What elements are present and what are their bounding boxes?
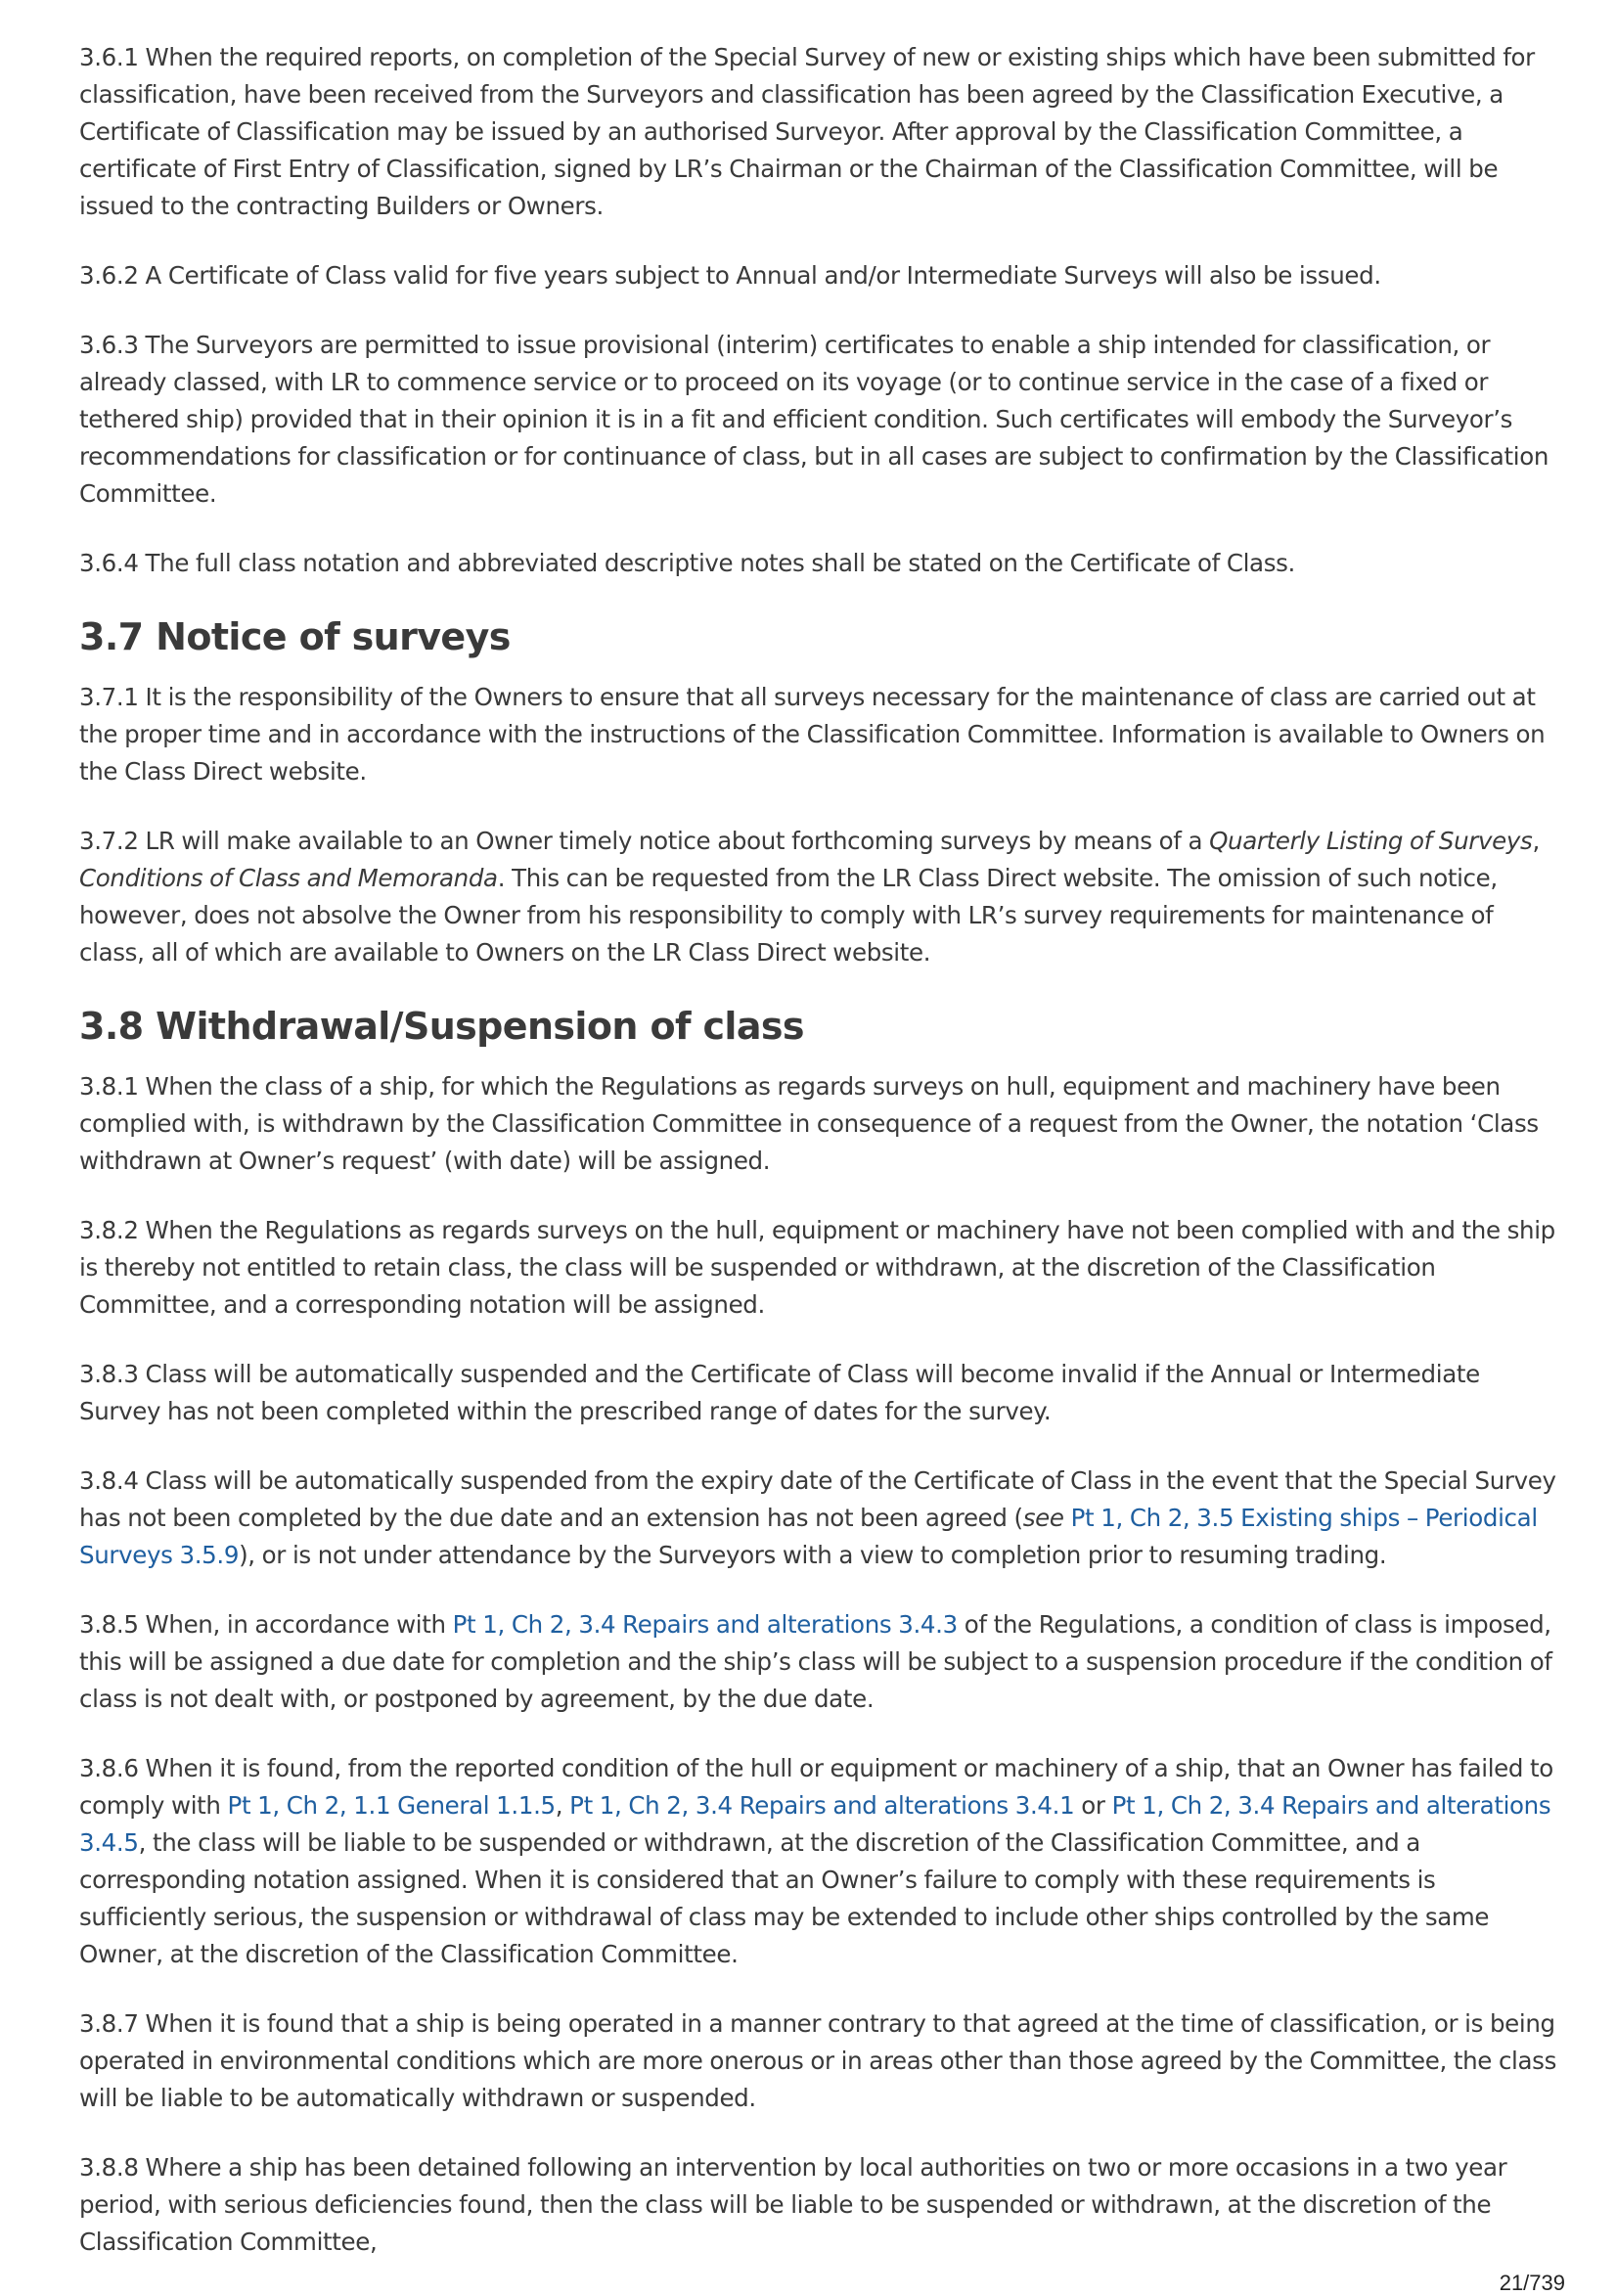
paragraph-3-6-3: 3.6.3 The Surveyors are permitted to issue provisional (interim) certificates to enable a ship intended for classification, or already classed, with LR to commence service or to proceed on its voyage (or to continue service in the case of a fixed or tethered ship) provided that in their opinion it is in a fit and efficient condition. Such certificates will embody the Surveyor’s recommendations for classification or for continuance of class, but in all cases are subject to confirmation by the Classification Committee.: [79, 331, 1549, 508]
paragraph-3-8-7: 3.8.7 When it is found that a ship is being operated in a manner contrary to that agreed at the time of classification, or is being operated in environmental conditions which are more onerous or in areas other than those agreed by the Committee, the class will be liable to be automatically withdrawn or suspended.: [79, 2009, 1557, 2112]
document-body: [79, 39, 1556, 2293]
section-heading-3-7: 3.7 Notice of surveys: [79, 615, 511, 658]
paragraph-text: 3.8.4 Class will be automatically suspended from the expiry date of the Certificate of Class in the event that the Special Survey has not been completed by the due date and an extension has not been agreed (: [79, 1466, 1556, 1532]
italic-see: see: [1022, 1504, 1064, 1532]
separator-text: ,: [555, 1791, 570, 1820]
paragraph-3-8-8: 3.8.8 Where a ship has been detained following an intervention by local authorities on two or more occasions in a two year period, with serious deficiencies found, then the class will be liable to be suspended or withdrawn, at the discretion of the Classification Committee,: [79, 2153, 1507, 2256]
paragraph-3-7-1: 3.7.1 It is the responsibility of the Owners to ensure that all surveys necessary for the maintenance of class are carried out at the proper time and in accordance with the instructions of the Classification Committee. Information is available to Owners on the Class Direct website.: [79, 683, 1546, 786]
separator-text: [1064, 1504, 1071, 1532]
page-number: 21/739: [1499, 2271, 1565, 2295]
paragraph-3-6-1: 3.6.1 When the required reports, on completion of the Special Survey of new or existing ships which have been submitted for classification, have been received from the Surveyors and classification has been agreed by the Classification Executive, a Certificate of Classification may be issued by an authorised Surveyor. After approval by the Classification Committee, a certificate of First Entry of Classification, signed by LR’s Chairman or the Chairman of the Classification Committee, will be issued to the contracting Builders or Owners.: [79, 43, 1535, 220]
paragraph-3-8-6: [79, 1750, 1556, 1973]
separator-text: or: [1074, 1791, 1112, 1820]
paragraph-3-7-2: [79, 823, 1556, 971]
paragraph-3-8-2: 3.8.2 When the Regulations as regards surveys on the hull, equipment or machinery have not been complied with and the ship is thereby not entitled to retain class, the class will be suspended or withdrawn, at the discretion of the Classification Committee, and a corresponding notation will be assigned.: [79, 1216, 1555, 1319]
paragraph-3-8-3: 3.8.3 Class will be automatically suspended and the Certificate of Class will become invalid if the Annual or Intermediate Survey has not been completed within the prescribed range of dates for the survey.: [79, 1360, 1480, 1425]
paragraph-text: 3.8.5 When, in accordance with: [79, 1610, 453, 1639]
link-pt1-ch2-3-4-1[interactable]: Pt 1, Ch 2, 3.4 Repairs and alterations 3.4.1: [569, 1791, 1075, 1820]
paragraph-3-6-4: 3.6.4 The full class notation and abbreviated descriptive notes shall be stated on the Certificate of Class.: [79, 549, 1295, 577]
paragraph-text: , the class will be liable to be suspended or withdrawn, at the discretion of the Classification Committee, and a corresponding notation assigned. When it is considered that an Owner’s failure to comply with these requirements is sufficiently serious, the suspension or withdrawal of class may be extended to include other ships controlled by the same Owner, at the discretion of the Classification Committee.: [79, 1828, 1490, 1968]
link-pt1-ch2-1-1-5[interactable]: Pt 1, Ch 2, 1.1 General 1.1.5: [227, 1791, 556, 1820]
section-heading-3-8: 3.8 Withdrawal/Suspension of class: [79, 1005, 804, 1048]
separator-text: ,: [1532, 827, 1540, 855]
paragraph-3-8-1: 3.8.1 When the class of a ship, for which the Regulations as regards surveys on hull, equipment and machinery have been complied with, is withdrawn by the Classification Committee in consequence of a request from the Owner, the notation ‘Class withdrawn at Owner’s request’ (with date) will be assigned.: [79, 1072, 1539, 1175]
paragraph-3-8-4: [79, 1463, 1556, 1574]
paragraph-text: . This can be requested from the LR Class Direct website. The omission of such notice, however, does not absolve the Owner from his responsibility to comply with LR’s survey requirements for maintenance of class, all of which are available to Owners on the LR Class Direct website.: [79, 864, 1498, 967]
paragraph-3-6-2: 3.6.2 A Certificate of Class valid for five years subject to Annual and/or Intermediate Surveys will also be issued.: [79, 261, 1381, 290]
paragraph-text: 3.8.6 When it is found, from the reported condition of the hull or equipment or machinery of a ship, that an Owner has failed to comply with: [79, 1754, 1553, 1820]
paragraph-3-8-5: [79, 1606, 1556, 1718]
link-pt1-ch2-3-4-5[interactable]: Pt 1, Ch 2, 3.4 Repairs and alterations 3.4.5: [79, 1791, 1551, 1857]
link-pt1-ch2-3-5-9[interactable]: Pt 1, Ch 2, 3.5 Existing ships – Periodical Surveys 3.5.9: [79, 1504, 1538, 1569]
link-pt1-ch2-3-4-3[interactable]: Pt 1, Ch 2, 3.4 Repairs and alterations 3.4.3: [452, 1610, 958, 1639]
paragraph-text: of the Regulations, a condition of class is imposed, this will be assigned a due date for completion and the ship’s class will be subject to a suspension procedure if the condition of class is not dealt with, or postponed by agreement, by the due date.: [79, 1610, 1552, 1713]
paragraph-text: 3.7.2 LR will make available to an Owner timely notice about forthcoming surveys by means of a: [79, 827, 1210, 855]
italic-title-conditions-of-class: Conditions of Class and Memoranda: [79, 864, 498, 892]
italic-title-quarterly-listing: Quarterly Listing of Surveys: [1209, 827, 1533, 855]
paragraph-text: ), or is not under attendance by the Surveyors with a view to completion prior to resuming trading.: [239, 1541, 1387, 1569]
